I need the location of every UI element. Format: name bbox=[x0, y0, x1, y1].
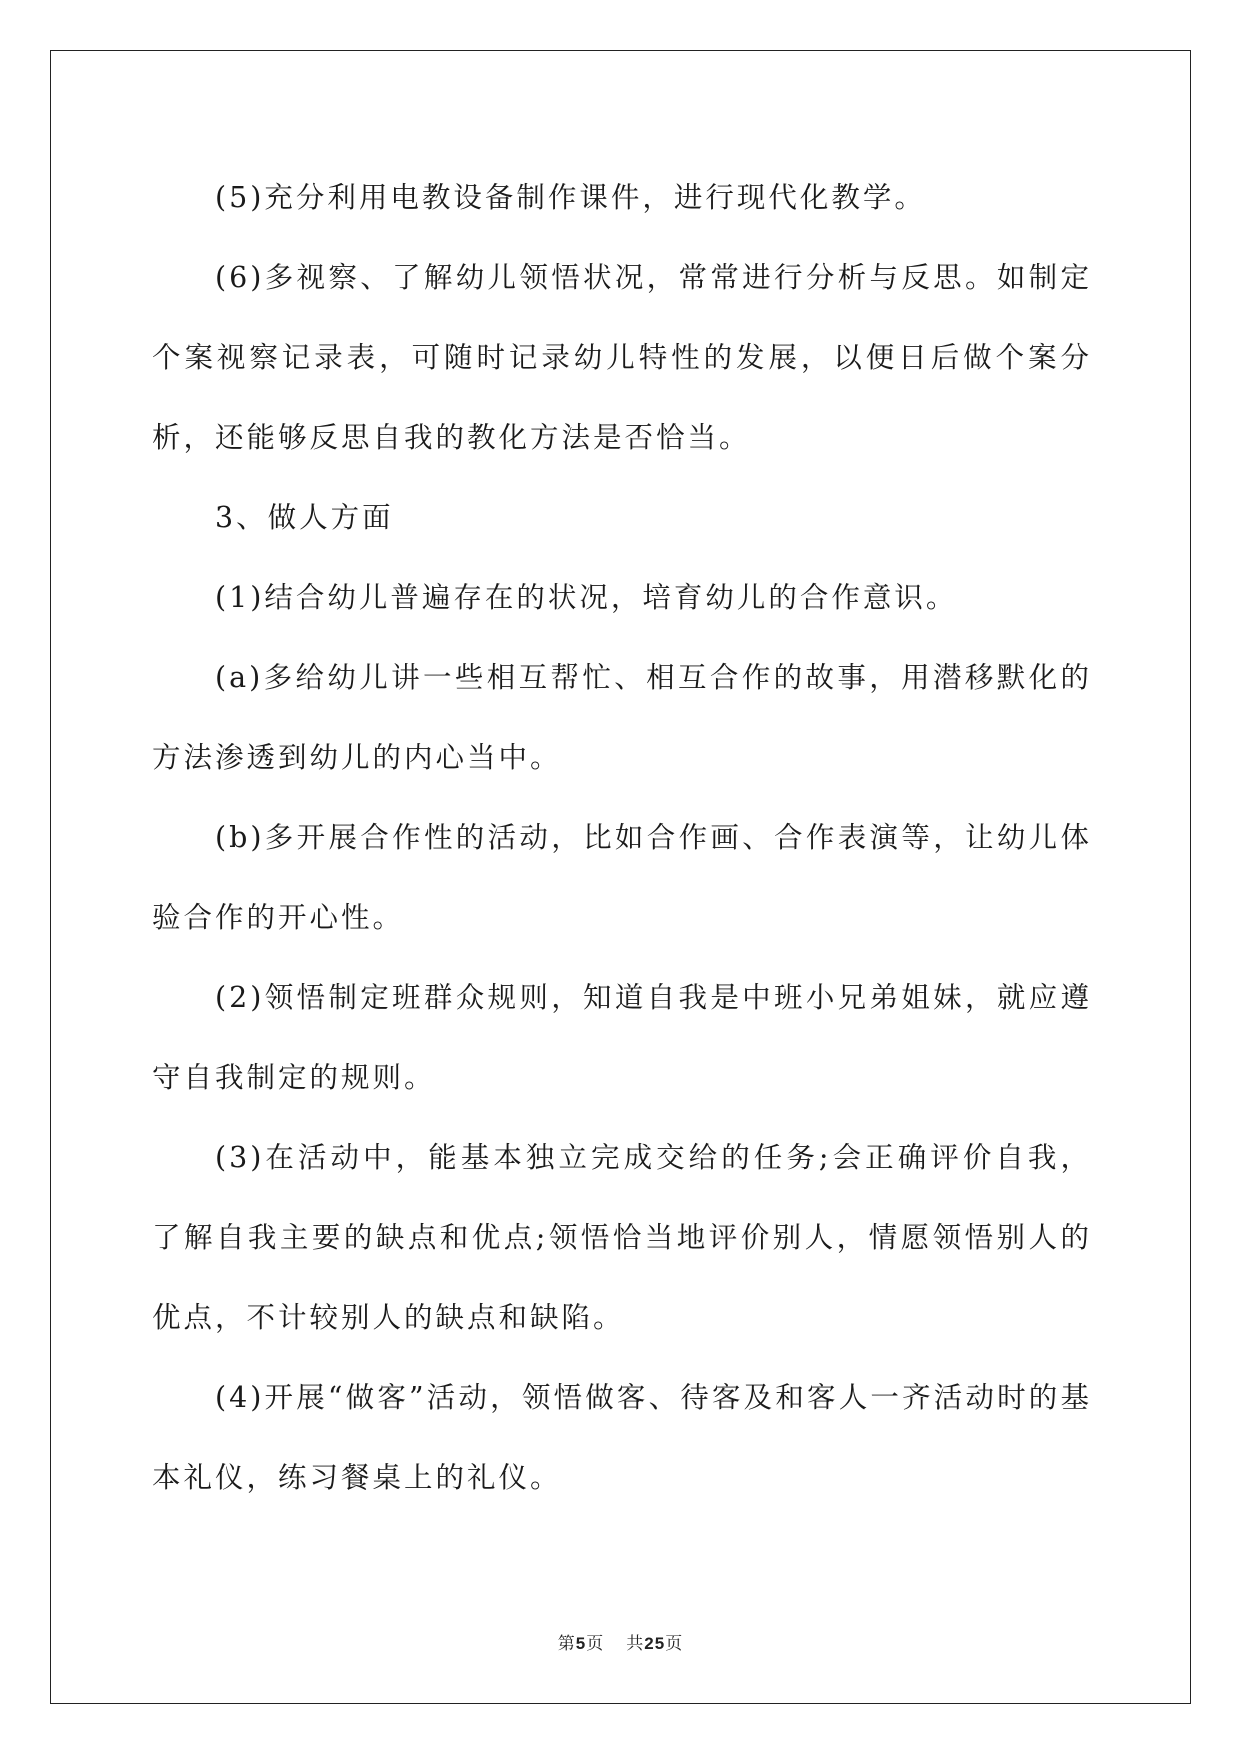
paragraph: (4)开展“做客”活动，领悟做客、待客及和客人一齐活动时的基本礼仪，练习餐桌上的礼仪。 bbox=[152, 1381, 1092, 1494]
paragraph: (5)充分利用电教设备制作课件，进行现代化教学。 bbox=[215, 181, 926, 214]
total-suffix: 页 bbox=[665, 1634, 684, 1654]
page-number: 5 bbox=[575, 1634, 587, 1653]
paragraph: (2)领悟制定班群众规则，知道自我是中班小兄弟姐妹，就应遵守自我制定的规则。 bbox=[152, 981, 1092, 1094]
paragraph: (3)在活动中，能基本独立完成交给的任务;会正确评价自我，了解自我主要的缺点和优点;领悟恰当地评价别人，情愿领悟别人的优点，不计较别人的缺点和缺陷。 bbox=[152, 1141, 1092, 1334]
paragraph: (1)结合幼儿普遍存在的状况，培育幼儿的合作意识。 bbox=[215, 581, 958, 614]
document-body bbox=[152, 158, 1092, 1518]
total-prefix: 共 bbox=[626, 1634, 645, 1654]
paragraph: (a)多给幼儿讲一些相互帮忙、相互合作的故事，用潜移默化的方法渗透到幼儿的内心当中。 bbox=[152, 661, 1092, 774]
page-suffix: 页 bbox=[586, 1634, 605, 1654]
page-footer bbox=[0, 1629, 1241, 1654]
page-prefix: 第 bbox=[557, 1634, 576, 1654]
paragraph: (6)多视察、了解幼儿领悟状况，常常进行分析与反思。如制定个案视察记录表，可随时记录幼儿特性的发展，以便日后做个案分析，还能够反思自我的教化方法是否恰当。 bbox=[152, 261, 1092, 454]
total-pages: 25 bbox=[644, 1634, 666, 1653]
section-heading: 3、做人方面 bbox=[215, 501, 394, 534]
paragraph: (b)多开展合作性的活动，比如合作画、合作表演等，让幼儿体验合作的开心性。 bbox=[152, 821, 1092, 934]
